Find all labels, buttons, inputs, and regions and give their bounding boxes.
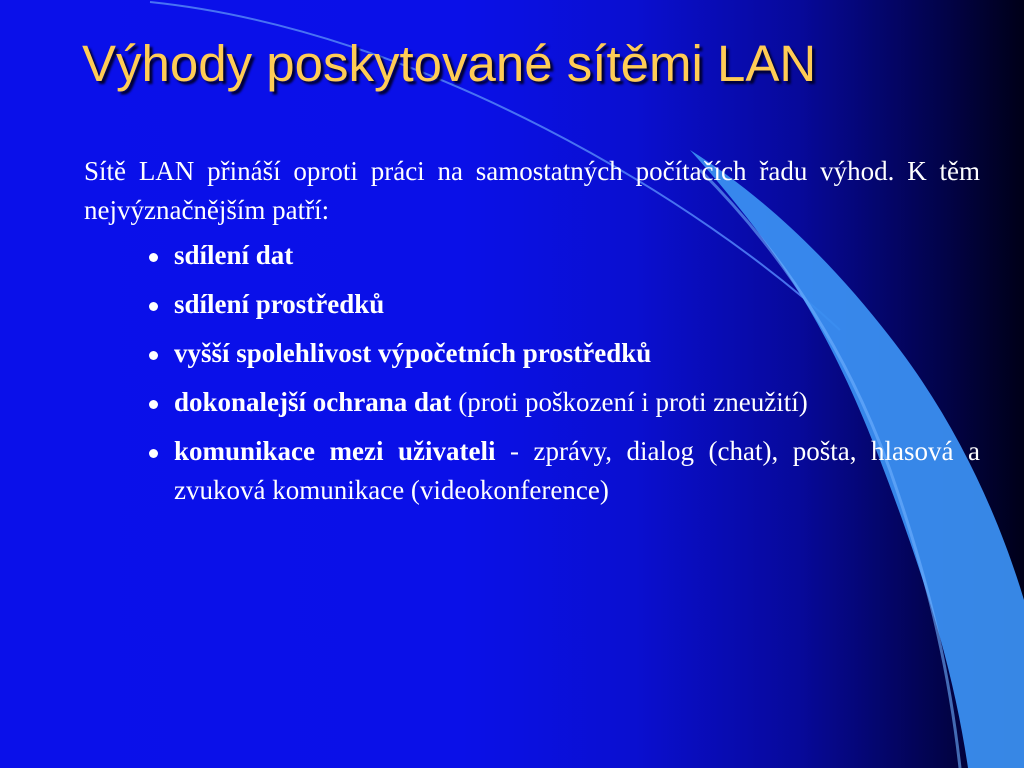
list-item-bold: sdílení dat xyxy=(174,240,294,270)
list-item-bold: dokonalejší ochrana dat xyxy=(174,387,452,417)
list-item xyxy=(174,383,980,422)
slide-body xyxy=(84,152,980,520)
list-item-bold: vyšší spolehlivost výpočetních prostředků xyxy=(174,338,652,368)
bullet-dot-icon xyxy=(149,253,158,262)
list-item xyxy=(174,236,980,275)
benefits-list xyxy=(84,236,980,510)
list-item xyxy=(174,285,980,324)
list-item xyxy=(174,432,980,510)
list-item-bold: sdílení prostředků xyxy=(174,289,385,319)
slide-title: Výhody poskytované sítěmi LAN xyxy=(82,35,817,92)
bullet-dot-icon xyxy=(149,400,158,409)
bullet-dot-icon xyxy=(149,449,158,458)
bullet-dot-icon xyxy=(149,351,158,360)
intro-paragraph: Sítě LAN přináší oproti práci na samostatných počítačích řadu výhod. K těm nejvýznačnějším patří: xyxy=(84,156,980,225)
list-item xyxy=(174,334,980,373)
list-item-rest: - zprávy, dialog (chat), pošta, hlasová a zvuková komunikace (videokonference) xyxy=(174,436,980,505)
list-item-bold: komunikace mezi uživateli xyxy=(174,436,496,466)
bullet-dot-icon xyxy=(149,302,158,311)
list-item-rest: (proti poškození i proti zneužití) xyxy=(451,387,808,417)
